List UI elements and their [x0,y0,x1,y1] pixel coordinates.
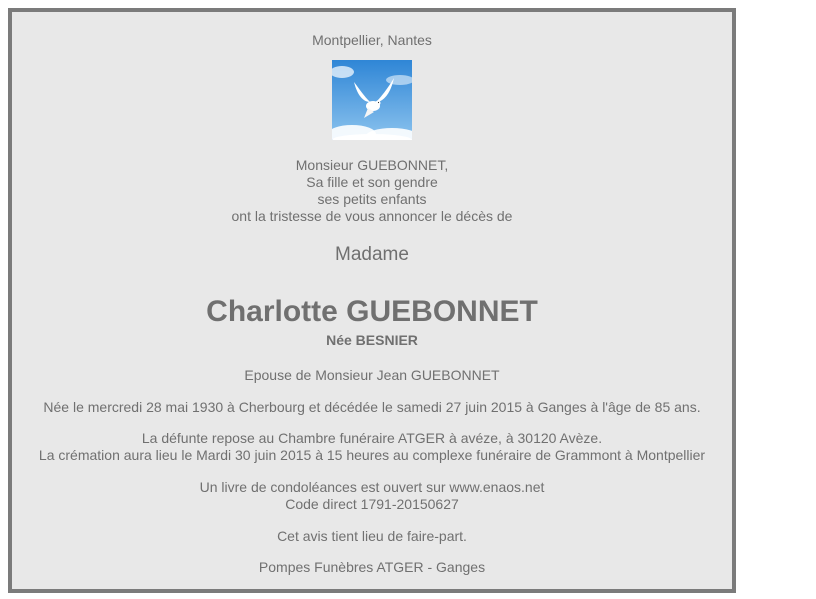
arrangements [12,430,732,464]
condolences [12,479,732,513]
maiden-name: Née BESNIER [326,332,418,348]
obituary-card [8,8,736,593]
deceased-name: Charlotte GUEBONNET [206,295,538,328]
family-line: ont la tristesse de vous annoncer le décès de [231,208,513,224]
spouse-text: Epouse de Monsieur Jean GUEBONNET [244,367,500,383]
condolence-book-text: Un livre de condoléances est ouvert sur www.enaos.net [199,479,545,495]
family-line: Sa fille et son gendre [306,174,438,190]
deceased-title: Madame [335,244,409,265]
dove-icon [332,60,412,140]
family-line: ses petits enfants [317,191,427,207]
direct-code-text: Code direct 1791-20150627 [285,496,459,512]
dove-image [332,60,412,140]
birth-death-text: Née le mercredi 28 mai 1930 à Cherbourg et décédée le samedi 27 juin 2015 à Ganges à l'âge de 85 ans. [43,399,701,415]
rest-text: La défunte repose au Chambre funéraire ATGER à avéze, à 30120 Avèze. [141,430,603,446]
family-announcement [12,157,732,225]
location-text: Montpellier, Nantes [312,32,432,48]
cremation-text: La crémation aura lieu le Mardi 30 juin 2015 à 15 heures au complexe funéraire de Grammont à Montpellier [38,447,706,463]
notice-text: Cet avis tient lieu de faire-part. [277,528,467,544]
family-line: Monsieur GUEBONNET, [295,157,449,173]
funeral-home-text: Pompes Funèbres ATGER - Ganges [258,559,486,575]
